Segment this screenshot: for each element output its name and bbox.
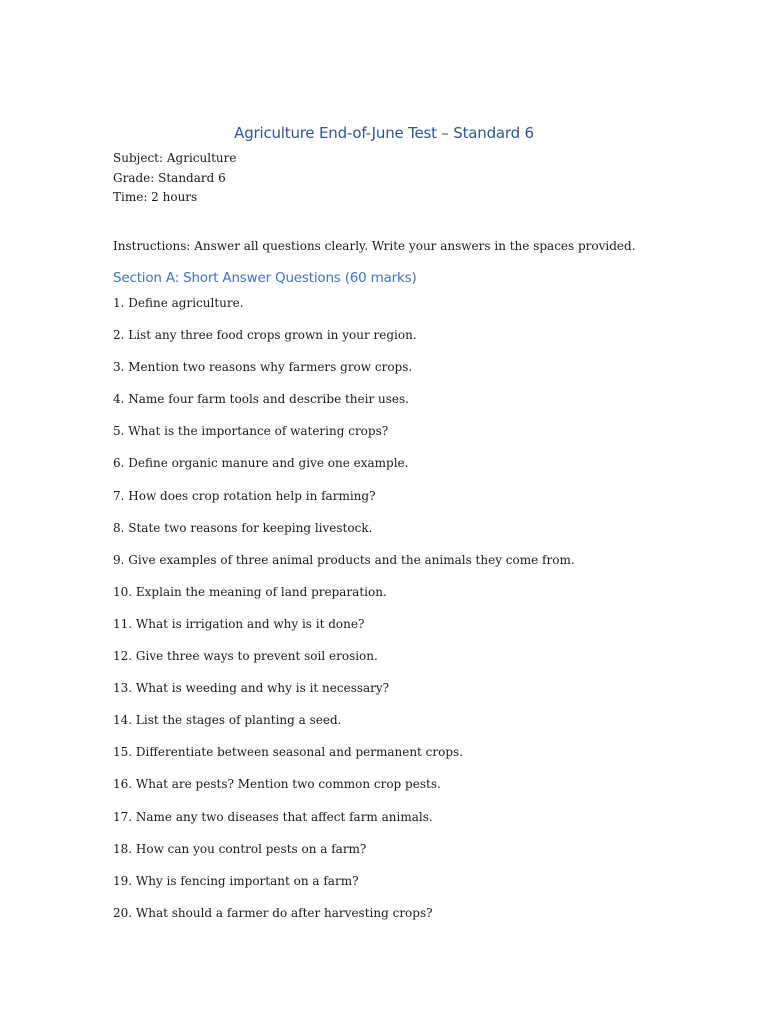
test-details xyxy=(113,149,236,208)
question-item: 4. Name four farm tools and describe their uses. xyxy=(113,392,409,407)
document-title: Agriculture End-of-June Test – Standard 6 xyxy=(234,124,534,142)
question-item: 7. How does crop rotation help in farming? xyxy=(113,488,376,503)
question-item: 15. Differentiate between seasonal and permanent crops. xyxy=(113,745,464,760)
question-item: 16. What are pests? Mention two common crop pests. xyxy=(113,777,441,792)
question-item: 6. Define organic manure and give one example. xyxy=(113,456,409,471)
question-item: 11. What is irrigation and why is it done? xyxy=(113,616,365,631)
time-line: Time: 2 hours xyxy=(113,190,198,204)
question-item: 9. Give examples of three animal products and the animals they come from. xyxy=(113,552,575,567)
question-item: 18. How can you control pests on a farm? xyxy=(113,841,367,856)
section-a-heading: Section A: Short Answer Questions (60 marks) xyxy=(113,270,417,286)
grade-line: Grade: Standard 6 xyxy=(113,170,226,185)
question-item: 12. Give three ways to prevent soil erosion. xyxy=(113,649,378,664)
question-list xyxy=(113,294,575,936)
question-item: 20. What should a farmer do after harvesting crops? xyxy=(113,905,433,920)
question-item: 17. Name any two diseases that affect farm animals. xyxy=(113,809,433,824)
subject-line: Subject: Agriculture xyxy=(113,151,237,165)
question-item: 3. Mention two reasons why farmers grow crops. xyxy=(113,360,413,375)
instructions-text: Instructions: Answer all questions clearly. Write your answers in the spaces provided. xyxy=(113,239,636,253)
question-item: 10. Explain the meaning of land preparation. xyxy=(113,584,387,599)
question-item: 1. Define agriculture. xyxy=(113,296,244,310)
question-item: 5. What is the importance of watering crops? xyxy=(113,424,389,439)
question-item: 2. List any three food crops grown in your region. xyxy=(113,328,417,343)
question-item: 19. Why is fencing important on a farm? xyxy=(113,873,359,888)
question-item: 14. List the stages of planting a seed. xyxy=(113,713,342,728)
question-item: 8. State two reasons for keeping livestock. xyxy=(113,520,373,535)
question-item: 13. What is weeding and why is it necessary? xyxy=(113,681,390,696)
